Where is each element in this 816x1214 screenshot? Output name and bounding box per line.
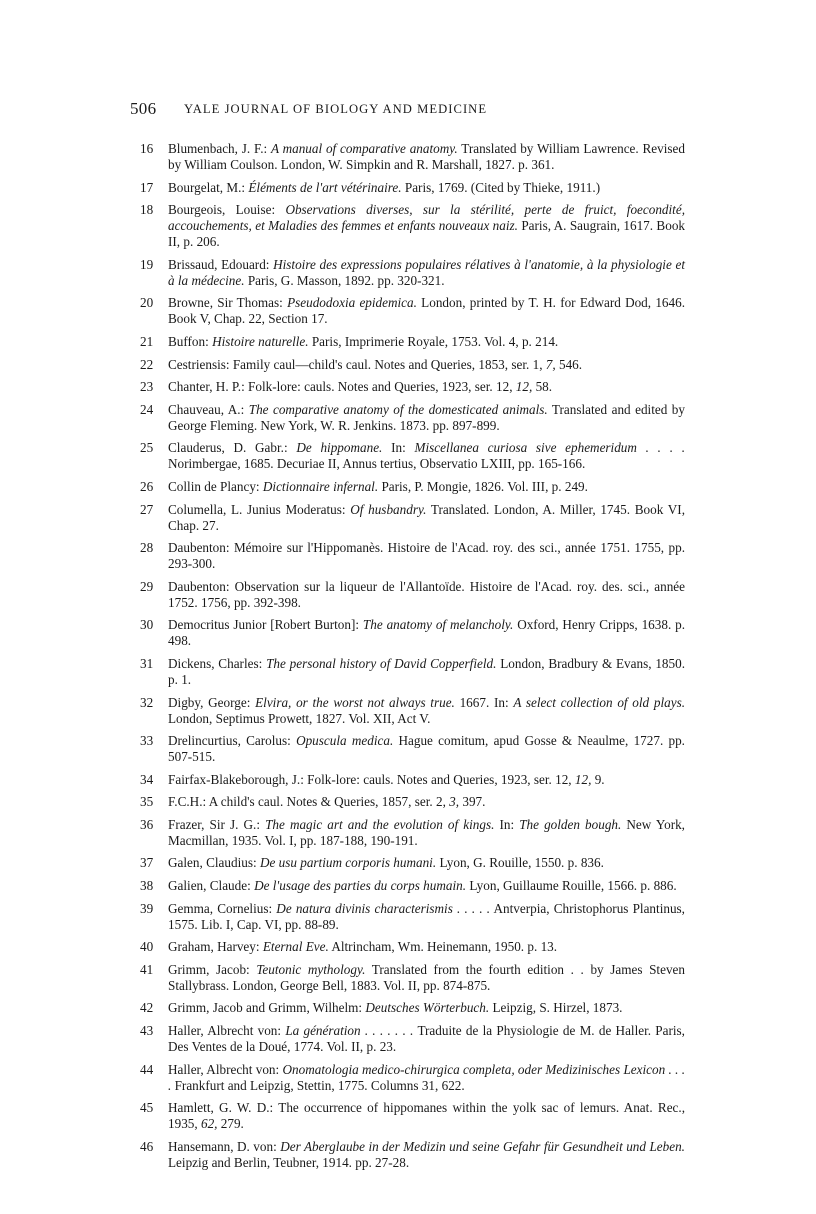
reference-item <box>140 772 685 788</box>
reference-item <box>140 334 685 350</box>
reference-text-segment: Frazer, Sir J. G.: <box>168 816 266 832</box>
reference-number: 41 <box>140 961 154 977</box>
reference-text <box>168 579 685 610</box>
reference-title-italic: The anatomy of melancholy. <box>362 617 514 633</box>
reference-text-segment: Altrincham, Wm. Heinemann, 1950. p. 13. <box>328 939 558 955</box>
reference-text-segment: Bourgelat, M.: <box>168 179 249 195</box>
reference-text <box>168 1100 685 1131</box>
reference-title-italic: A manual of comparative anatomy. <box>270 141 458 156</box>
reference-item <box>140 1023 685 1055</box>
reference-text-segment: Digby, George: <box>168 694 256 710</box>
reference-text <box>168 1000 622 1015</box>
reference-number: 37 <box>140 855 154 871</box>
reference-text-segment: Galen, Claudius: <box>168 855 260 871</box>
reference-title-italic: Miscellanea curiosa sive ephemeridum . . . . <box>414 440 686 456</box>
reference-text <box>168 540 685 571</box>
reference-text-segment: Gemma, Cornelius: <box>168 900 277 916</box>
reference-number: 32 <box>140 694 154 710</box>
reference-text-segment: Hague comitum, apud Gosse & Neaulme, 1727. pp. 507-515. <box>168 733 685 765</box>
reference-text-segment: 58. <box>532 379 553 395</box>
reference-text-segment: 279. <box>217 1116 244 1132</box>
reference-item <box>140 962 685 994</box>
reference-number: 34 <box>140 771 154 787</box>
reference-number: 21 <box>140 333 154 349</box>
reference-item <box>140 540 685 572</box>
reference-text <box>168 656 685 687</box>
reference-item <box>140 257 685 289</box>
reference-item <box>140 901 685 933</box>
reference-text-segment: Daubenton: Mémoire sur l'Hippomanès. Histoire de l'Acad. roy. des sci., année 1751. 1755, pp. 293-300. <box>168 540 685 572</box>
reference-item <box>140 817 685 849</box>
reference-item <box>140 1139 685 1171</box>
reference-title-italic: Histoire naturelle. <box>212 333 309 349</box>
reference-number: 42 <box>140 1000 154 1016</box>
reference-item <box>140 878 685 894</box>
reference-text-segment: Brissaud, Edouard: <box>168 256 274 272</box>
reference-text-segment: New York, Macmillan, 1935. Vol. I, pp. 187-188, 190-191. <box>168 816 685 848</box>
reference-text-segment: Paris, G. Masson, 1892. pp. 320-321. <box>244 272 445 288</box>
reference-text-segment: Columella, L. Junius Moderatus: <box>168 501 351 517</box>
reference-text-segment: Drelincurtius, Carolus: <box>168 733 297 749</box>
reference-text <box>168 1062 685 1093</box>
reference-text-segment: Norimbergae, 1685. Decuriae II, Annus tertius, Observatio LXIII, pp. 165-166. <box>168 456 586 472</box>
reference-title-italic: De l'usage des parties du corps humain. <box>254 878 467 894</box>
reference-number: 45 <box>140 1100 154 1116</box>
reference-title-italic: Histoire des expressions populaires rélatives à l'anatomie, à la physiologie et à la médecine. <box>168 256 685 288</box>
reference-text-segment: 397. <box>459 794 486 810</box>
reference-text-segment: Paris, 1769. (Cited by Thieke, 1911.) <box>401 179 601 195</box>
reference-title-italic: 62, <box>200 1116 218 1132</box>
reference-text <box>168 1023 685 1054</box>
reference-number: 33 <box>140 733 154 749</box>
reference-title-italic: The personal history of David Copperfield. <box>266 655 497 671</box>
reference-title-italic: Pseudodoxia epidemica. <box>287 295 417 311</box>
reference-item <box>140 202 685 250</box>
reference-text-segment: In: <box>382 440 415 456</box>
reference-item <box>140 939 685 955</box>
reference-text <box>168 440 685 471</box>
reference-text <box>168 202 685 249</box>
reference-text <box>168 295 685 326</box>
reference-number: 38 <box>140 878 154 894</box>
reference-title-italic: La génération . . . . . . . <box>285 1023 414 1039</box>
reference-text <box>168 878 677 893</box>
reference-text-segment: Leipzig and Berlin, Teubner, 1914. pp. 27-28. <box>168 1154 410 1170</box>
reference-text-segment: Collin de Plancy: <box>168 478 263 494</box>
reference-text-segment: Oxford, Henry Cripps, 1638. p. 498. <box>168 617 686 649</box>
reference-text <box>168 1139 685 1170</box>
reference-title-italic: 12, <box>574 771 592 787</box>
reference-number: 44 <box>140 1061 154 1077</box>
reference-text <box>168 180 600 195</box>
journal-title: YALE JOURNAL OF BIOLOGY AND MEDICINE <box>184 102 488 116</box>
reference-text-segment: Clauderus, D. Gabr.: <box>168 440 297 456</box>
reference-text-segment: Dickens, Charles: <box>168 655 267 671</box>
reference-text-segment: In: <box>494 816 520 832</box>
reference-item <box>140 1100 685 1132</box>
reference-item <box>140 141 685 173</box>
reference-title-italic: Elvira, or the worst not always true. <box>255 694 455 710</box>
reference-number: 26 <box>140 478 154 494</box>
reference-text-segment: Translated from the fourth edition . . by James Steven Stallybrass. London, George Bell, 1883. Vol. II, pp. 874-875. <box>168 961 685 993</box>
reference-text <box>168 617 685 648</box>
reference-title-italic: Dictionnaire infernal. <box>262 478 379 494</box>
reference-item <box>140 502 685 534</box>
reference-text <box>168 479 588 494</box>
reference-text-segment: Haller, Albrecht von: <box>168 1061 283 1077</box>
reference-title-italic: 7, <box>545 356 556 372</box>
reference-text-segment: Buffon: <box>168 333 213 349</box>
reference-text-segment: Frankfurt and Leipzig, Stettin, 1775. Columns 31, 622. <box>171 1077 465 1093</box>
reference-text <box>168 334 558 349</box>
reference-number: 16 <box>140 141 154 156</box>
reference-text <box>168 357 582 372</box>
reference-number: 25 <box>140 440 154 456</box>
reference-item <box>140 440 685 472</box>
reference-text <box>168 695 685 726</box>
reference-text-segment: Antverpia, Christophorus Plantinus, 1575. Lib. I, Cap. VI, pp. 88-89. <box>168 900 685 932</box>
reference-number: 35 <box>140 794 154 810</box>
reference-title-italic: The magic art and the evolution of kings. <box>265 816 495 832</box>
reference-text-segment: Translated. London, A. Miller, 1745. Book VI, Chap. 27. <box>168 501 685 533</box>
reference-number: 43 <box>140 1023 154 1039</box>
reference-title-italic: Observations diverses, sur la stérilité, perte de fruict, foecondité, accouchements, et Maladies des femmes et enfants nouveaux naiz. <box>168 202 686 234</box>
reference-text <box>168 733 685 764</box>
reference-text-segment: Cestriensis: Family caul—child's caul. Notes and Queries, 1853, ser. 1, <box>168 356 546 372</box>
reference-text-segment: Hansemann, D. von: <box>168 1138 281 1154</box>
reference-text <box>168 939 557 954</box>
reference-text <box>168 901 685 932</box>
reference-number: 30 <box>140 617 154 633</box>
reference-text <box>168 794 485 809</box>
reference-text <box>168 257 685 288</box>
reference-number: 29 <box>140 578 154 594</box>
reference-text-segment: Paris, A. Saugrain, 1617. Book II, p. 206. <box>168 218 686 250</box>
reference-text-segment: Translated and edited by George Fleming. New York, W. R. Jenkins. 1873. pp. 897-899. <box>168 401 685 433</box>
reference-title-italic: Deutsches Wörterbuch. <box>365 1000 490 1016</box>
reference-text <box>168 772 605 787</box>
reference-item <box>140 180 685 196</box>
reference-text <box>168 379 552 394</box>
reference-text-segment: 546. <box>555 356 583 372</box>
reference-item <box>140 479 685 495</box>
reference-title-italic: Of husbandry. <box>350 501 427 517</box>
reference-item <box>140 295 685 327</box>
reference-text <box>168 141 685 172</box>
reference-title-italic: The golden bough. <box>519 816 622 832</box>
reference-text-segment: Blumenbach, J. F.: <box>168 141 271 156</box>
reference-number: 36 <box>140 816 154 832</box>
reference-text-segment: Grimm, Jacob and Grimm, Wilhelm: <box>168 1000 366 1016</box>
reference-text-segment: Traduite de la Physiologie de M. de Haller. Paris, Des Ventes de la Doué, 1774. Vol. II, p. 23. <box>168 1023 685 1055</box>
reference-title-italic: De natura divinis characterismis . . . . . <box>276 900 491 916</box>
reference-number: 27 <box>140 501 154 517</box>
reference-text-segment: London, printed by T. H. for Edward Dod, 1646. Book V, Chap. 22, Section 17. <box>168 295 685 327</box>
reference-text-segment: Lyon, G. Rouille, 1550. p. 836. <box>436 855 604 871</box>
reference-title-italic: Opuscula medica. <box>296 733 394 749</box>
reference-number: 22 <box>140 356 154 372</box>
reference-text-segment: Fairfax-Blakeborough, J.: Folk-lore: cauls. Notes and Queries, 1923, ser. 12, <box>168 771 575 787</box>
reference-text-segment: 9. <box>591 771 605 787</box>
reference-title-italic: Teutonic mythology. <box>256 961 366 977</box>
reference-number: 18 <box>140 202 154 218</box>
reference-title-italic: Eternal Eve. <box>262 939 329 955</box>
reference-title-italic: The comparative anatomy of the domesticated animals. <box>248 401 548 417</box>
reference-item <box>140 357 685 373</box>
reference-text-segment: Democritus Junior [Robert Burton]: <box>168 617 363 633</box>
reference-item <box>140 695 685 727</box>
reference-number: 28 <box>140 540 154 556</box>
reference-text-segment: London, Septimus Prowett, 1827. Vol. XII, Act V. <box>168 710 431 726</box>
reference-title-italic: De usu partium corporis humani. <box>259 855 437 871</box>
reference-number: 20 <box>140 295 154 311</box>
reference-number: 17 <box>140 179 154 195</box>
reference-item <box>140 617 685 649</box>
reference-text-segment: Bourgeois, Louise: <box>168 202 286 218</box>
reference-item <box>140 733 685 765</box>
reference-text-segment: Hamlett, G. W. D.: The occurrence of hippomanes within the yolk sac of lemurs. Anat. Rec., 1935, <box>168 1100 685 1132</box>
reference-item <box>140 379 685 395</box>
reference-text-segment: Haller, Albrecht von: <box>168 1023 286 1039</box>
reference-text-segment: Galien, Claude: <box>168 878 255 894</box>
reference-title-italic: De hippomane. <box>296 440 383 456</box>
reference-title-italic: Éléments de l'art vétérinaire. <box>248 179 402 195</box>
reference-text-segment: Chanter, H. P.: Folk-lore: cauls. Notes and Queries, 1923, ser. 12, <box>168 379 516 395</box>
reference-text-segment: London, Bradbury & Evans, 1850. p. 1. <box>168 655 685 687</box>
reference-number: 24 <box>140 401 154 417</box>
reference-text-segment: Paris, P. Mongie, 1826. Vol. III, p. 249. <box>378 478 588 494</box>
reference-item <box>140 579 685 611</box>
reference-text-segment: Lyon, Guillaume Rouille, 1566. p. 886. <box>466 878 677 894</box>
reference-item <box>140 794 685 810</box>
reference-title-italic: 3, <box>449 794 460 810</box>
reference-text <box>168 817 685 848</box>
reference-title-italic: 12, <box>515 379 533 395</box>
reference-text-segment: Paris, Imprimerie Royale, 1753. Vol. 4, p. 214. <box>308 333 559 349</box>
reference-item <box>140 855 685 871</box>
reference-number: 39 <box>140 900 154 916</box>
reference-text-segment: Translated by William Lawrence. Revised by William Coulson. London, W. Simpkin and R. Marshall, 1827. p. 361. <box>168 141 685 172</box>
reference-text-segment: Leipzig, S. Hirzel, 1873. <box>489 1000 623 1016</box>
reference-number: 40 <box>140 939 154 955</box>
reference-text-segment: Graham, Harvey: <box>168 939 263 955</box>
reference-item <box>140 1062 685 1094</box>
page-number: 506 <box>130 99 157 118</box>
reference-text <box>168 402 685 433</box>
reference-title-italic: Der Aberglaube in der Medizin und seine Gefahr für Gesundheit und Leben. <box>280 1138 685 1154</box>
reference-item <box>140 402 685 434</box>
reference-item <box>140 1000 685 1016</box>
reference-text-segment: Daubenton: Observation sur la liqueur de l'Allantoïde. Histoire de l'Acad. roy. des. sci., année 1752. 1756, pp. 392-398. <box>168 578 685 610</box>
reference-title-italic: Onomatologia medico-chirurgica completa, oder Medizinisches Lexicon . . . . <box>168 1061 686 1093</box>
reference-text-segment: Chauveau, A.: <box>168 401 249 417</box>
reference-item <box>140 656 685 688</box>
reference-text <box>168 855 604 870</box>
reference-number: 31 <box>140 655 154 671</box>
reference-number: 19 <box>140 256 154 272</box>
reference-number: 46 <box>140 1138 154 1154</box>
reference-text <box>168 962 685 993</box>
reference-text-segment: F.C.H.: A child's caul. Notes & Queries, 1857, ser. 2, <box>168 794 450 810</box>
reference-title-italic: A select collection of old plays. <box>513 694 685 710</box>
reference-list <box>140 141 685 1177</box>
running-header <box>130 99 690 121</box>
reference-text-segment: Browne, Sir Thomas: <box>168 295 288 311</box>
reference-text-segment: Grimm, Jacob: <box>168 961 257 977</box>
reference-text-segment: 1667. In: <box>454 694 514 710</box>
reference-text <box>168 502 685 533</box>
reference-number: 23 <box>140 379 154 395</box>
